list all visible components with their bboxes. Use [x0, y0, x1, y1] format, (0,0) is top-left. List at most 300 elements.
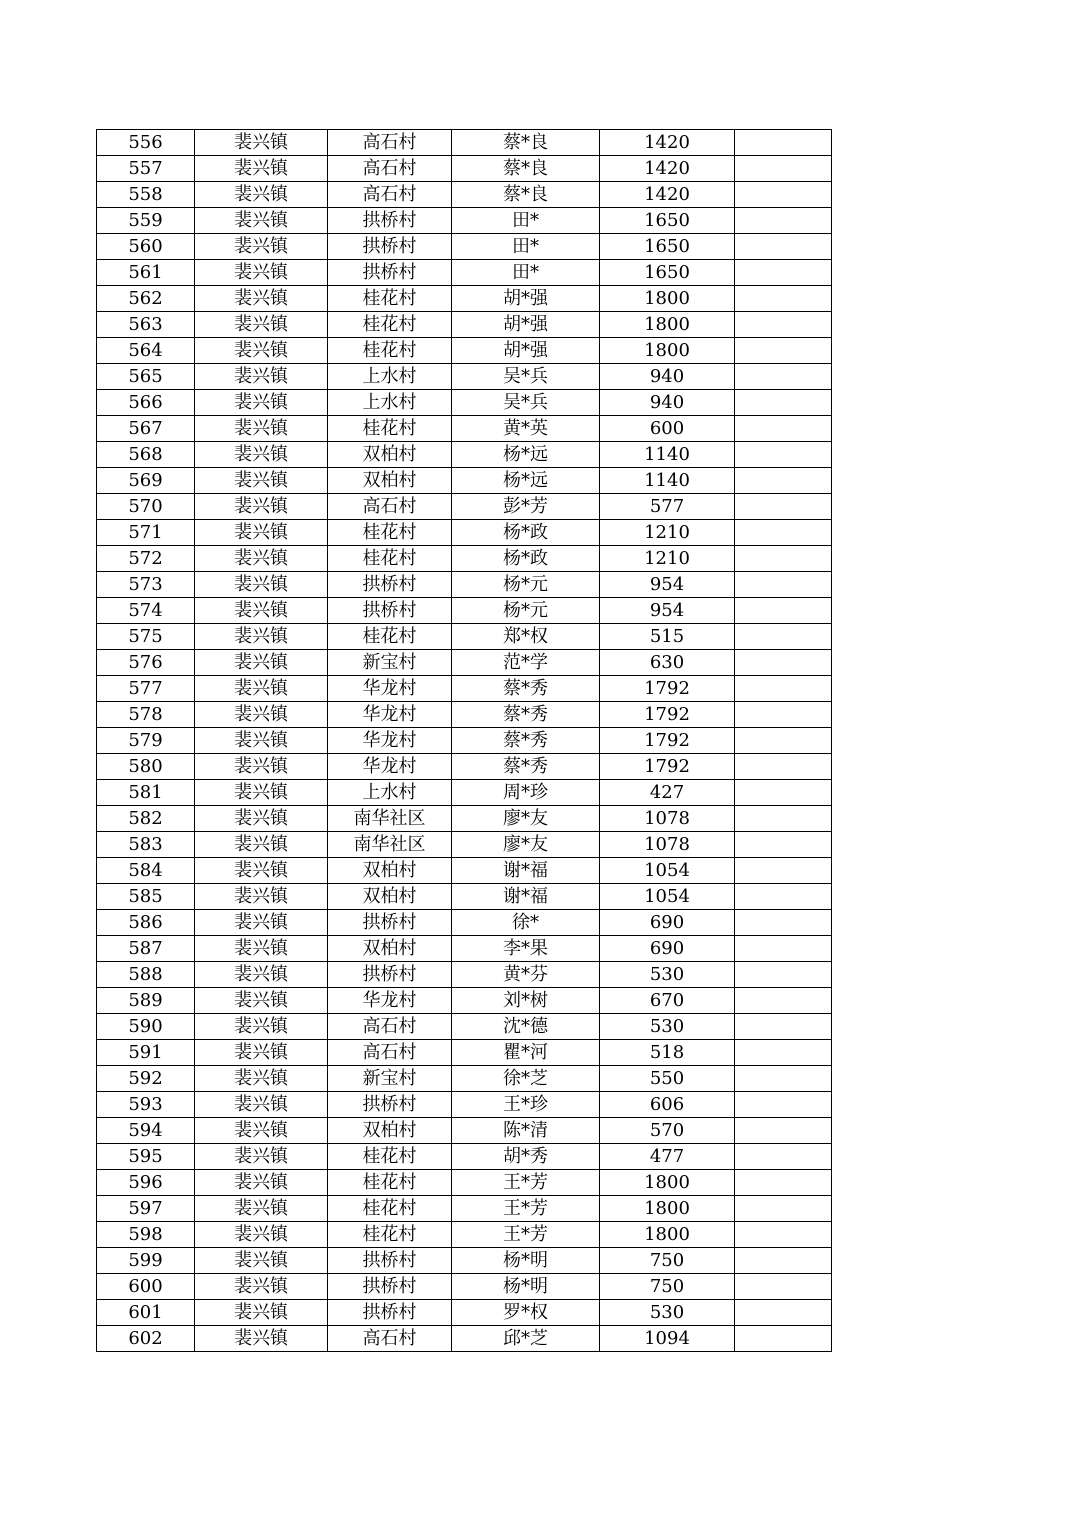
table-row	[97, 182, 832, 208]
cell-town: 裴兴镇	[195, 494, 328, 520]
cell-amount: 630	[600, 650, 735, 676]
cell-amount: 1094	[600, 1326, 735, 1352]
cell-village: 南华社区	[328, 806, 452, 832]
cell-town: 裴兴镇	[195, 988, 328, 1014]
cell-serial-number: 563	[97, 312, 195, 338]
cell-village: 拱桥村	[328, 910, 452, 936]
cell-name: 蔡*秀	[452, 754, 600, 780]
cell-name: 李*果	[452, 936, 600, 962]
cell-town: 裴兴镇	[195, 286, 328, 312]
cell-village: 拱桥村	[328, 1300, 452, 1326]
table-row	[97, 1118, 832, 1144]
cell-amount: 1800	[600, 312, 735, 338]
cell-amount: 1140	[600, 468, 735, 494]
cell-town: 裴兴镇	[195, 1248, 328, 1274]
cell-name: 王*芳	[452, 1196, 600, 1222]
cell-note	[735, 338, 832, 364]
cell-serial-number: 583	[97, 832, 195, 858]
cell-note	[735, 1170, 832, 1196]
cell-note	[735, 1326, 832, 1352]
table-row	[97, 624, 832, 650]
cell-town: 裴兴镇	[195, 1066, 328, 1092]
cell-amount: 1800	[600, 1196, 735, 1222]
cell-town: 裴兴镇	[195, 728, 328, 754]
cell-note	[735, 286, 832, 312]
cell-name: 杨*元	[452, 572, 600, 598]
cell-name: 罗*权	[452, 1300, 600, 1326]
cell-town: 裴兴镇	[195, 676, 328, 702]
cell-note	[735, 234, 832, 260]
cell-town: 裴兴镇	[195, 910, 328, 936]
cell-note	[735, 598, 832, 624]
cell-amount: 1800	[600, 1170, 735, 1196]
table-row	[97, 1300, 832, 1326]
cell-amount: 606	[600, 1092, 735, 1118]
cell-name: 吴*兵	[452, 364, 600, 390]
table-row	[97, 936, 832, 962]
cell-village: 双柏村	[328, 468, 452, 494]
cell-amount: 515	[600, 624, 735, 650]
cell-amount: 670	[600, 988, 735, 1014]
cell-town: 裴兴镇	[195, 546, 328, 572]
cell-village: 桂花村	[328, 546, 452, 572]
table-body	[97, 130, 832, 1352]
cell-serial-number: 598	[97, 1222, 195, 1248]
table-row	[97, 312, 832, 338]
cell-village: 高石村	[328, 182, 452, 208]
cell-note	[735, 520, 832, 546]
cell-village: 新宝村	[328, 1066, 452, 1092]
cell-town: 裴兴镇	[195, 182, 328, 208]
table-row	[97, 754, 832, 780]
cell-amount: 577	[600, 494, 735, 520]
cell-name: 蔡*良	[452, 182, 600, 208]
cell-village: 双柏村	[328, 442, 452, 468]
cell-village: 桂花村	[328, 1196, 452, 1222]
cell-serial-number: 597	[97, 1196, 195, 1222]
cell-village: 桂花村	[328, 312, 452, 338]
cell-village: 华龙村	[328, 676, 452, 702]
cell-serial-number: 588	[97, 962, 195, 988]
cell-town: 裴兴镇	[195, 832, 328, 858]
cell-note	[735, 780, 832, 806]
cell-village: 华龙村	[328, 754, 452, 780]
table-row	[97, 884, 832, 910]
cell-town: 裴兴镇	[195, 1118, 328, 1144]
cell-amount: 1210	[600, 546, 735, 572]
table-row	[97, 416, 832, 442]
cell-village: 拱桥村	[328, 1274, 452, 1300]
cell-note	[735, 728, 832, 754]
cell-serial-number: 591	[97, 1040, 195, 1066]
cell-name: 刘*树	[452, 988, 600, 1014]
cell-note	[735, 572, 832, 598]
table-row	[97, 1326, 832, 1352]
cell-note	[735, 936, 832, 962]
cell-village: 高石村	[328, 494, 452, 520]
cell-amount: 954	[600, 572, 735, 598]
cell-note	[735, 832, 832, 858]
cell-name: 蔡*秀	[452, 702, 600, 728]
cell-amount: 1078	[600, 806, 735, 832]
cell-serial-number: 580	[97, 754, 195, 780]
cell-name: 廖*友	[452, 832, 600, 858]
cell-town: 裴兴镇	[195, 858, 328, 884]
cell-name: 杨*政	[452, 520, 600, 546]
cell-note	[735, 884, 832, 910]
cell-name: 蔡*秀	[452, 676, 600, 702]
cell-town: 裴兴镇	[195, 442, 328, 468]
data-table	[96, 129, 832, 1352]
cell-note	[735, 156, 832, 182]
table-row	[97, 780, 832, 806]
cell-note	[735, 1066, 832, 1092]
cell-name: 黄*英	[452, 416, 600, 442]
cell-amount: 550	[600, 1066, 735, 1092]
cell-amount: 1800	[600, 1222, 735, 1248]
cell-serial-number: 560	[97, 234, 195, 260]
cell-amount: 1054	[600, 858, 735, 884]
table-row	[97, 1066, 832, 1092]
cell-name: 胡*秀	[452, 1144, 600, 1170]
cell-note	[735, 208, 832, 234]
cell-serial-number: 573	[97, 572, 195, 598]
cell-village: 桂花村	[328, 1144, 452, 1170]
cell-name: 王*芳	[452, 1170, 600, 1196]
cell-amount: 518	[600, 1040, 735, 1066]
table-row	[97, 1196, 832, 1222]
cell-note	[735, 754, 832, 780]
cell-town: 裴兴镇	[195, 1144, 328, 1170]
cell-note	[735, 390, 832, 416]
cell-note	[735, 182, 832, 208]
cell-town: 裴兴镇	[195, 208, 328, 234]
cell-amount: 750	[600, 1274, 735, 1300]
cell-village: 桂花村	[328, 1222, 452, 1248]
table-row	[97, 1144, 832, 1170]
cell-name: 黄*芬	[452, 962, 600, 988]
cell-village: 双柏村	[328, 1118, 452, 1144]
cell-village: 拱桥村	[328, 572, 452, 598]
table-row	[97, 806, 832, 832]
cell-town: 裴兴镇	[195, 624, 328, 650]
cell-note	[735, 1222, 832, 1248]
table-row	[97, 988, 832, 1014]
cell-town: 裴兴镇	[195, 1300, 328, 1326]
cell-note	[735, 910, 832, 936]
cell-note	[735, 260, 832, 286]
cell-town: 裴兴镇	[195, 598, 328, 624]
cell-note	[735, 468, 832, 494]
cell-serial-number: 592	[97, 1066, 195, 1092]
cell-note	[735, 1014, 832, 1040]
cell-note	[735, 1274, 832, 1300]
cell-village: 桂花村	[328, 1170, 452, 1196]
cell-town: 裴兴镇	[195, 312, 328, 338]
cell-name: 陈*清	[452, 1118, 600, 1144]
cell-town: 裴兴镇	[195, 130, 328, 156]
cell-note	[735, 1118, 832, 1144]
table-row	[97, 208, 832, 234]
cell-town: 裴兴镇	[195, 780, 328, 806]
cell-note	[735, 858, 832, 884]
cell-note	[735, 1196, 832, 1222]
cell-village: 华龙村	[328, 728, 452, 754]
cell-name: 田*	[452, 208, 600, 234]
table-row	[97, 1222, 832, 1248]
table-row	[97, 520, 832, 546]
table-row	[97, 468, 832, 494]
table-row	[97, 1170, 832, 1196]
cell-name: 田*	[452, 234, 600, 260]
cell-amount: 1650	[600, 208, 735, 234]
cell-village: 南华社区	[328, 832, 452, 858]
cell-amount: 570	[600, 1118, 735, 1144]
cell-village: 拱桥村	[328, 1248, 452, 1274]
cell-amount: 600	[600, 416, 735, 442]
cell-name: 胡*强	[452, 312, 600, 338]
cell-town: 裴兴镇	[195, 1014, 328, 1040]
cell-town: 裴兴镇	[195, 234, 328, 260]
cell-amount: 530	[600, 1300, 735, 1326]
cell-name: 彭*芳	[452, 494, 600, 520]
cell-note	[735, 130, 832, 156]
cell-town: 裴兴镇	[195, 390, 328, 416]
cell-village: 双柏村	[328, 884, 452, 910]
table-row	[97, 910, 832, 936]
cell-town: 裴兴镇	[195, 1170, 328, 1196]
cell-note	[735, 1144, 832, 1170]
table-row	[97, 546, 832, 572]
cell-serial-number: 562	[97, 286, 195, 312]
cell-name: 谢*福	[452, 858, 600, 884]
cell-village: 高石村	[328, 156, 452, 182]
table-row	[97, 962, 832, 988]
cell-serial-number: 581	[97, 780, 195, 806]
cell-village: 高石村	[328, 130, 452, 156]
cell-town: 裴兴镇	[195, 1092, 328, 1118]
table-row	[97, 260, 832, 286]
cell-note	[735, 312, 832, 338]
cell-town: 裴兴镇	[195, 884, 328, 910]
cell-note	[735, 988, 832, 1014]
cell-serial-number: 590	[97, 1014, 195, 1040]
cell-amount: 690	[600, 910, 735, 936]
cell-village: 桂花村	[328, 338, 452, 364]
cell-village: 拱桥村	[328, 962, 452, 988]
cell-amount: 477	[600, 1144, 735, 1170]
cell-town: 裴兴镇	[195, 260, 328, 286]
cell-serial-number: 565	[97, 364, 195, 390]
cell-serial-number: 602	[97, 1326, 195, 1352]
cell-amount: 1792	[600, 702, 735, 728]
cell-village: 上水村	[328, 780, 452, 806]
cell-serial-number: 556	[97, 130, 195, 156]
cell-serial-number: 584	[97, 858, 195, 884]
table-row	[97, 1274, 832, 1300]
table-row	[97, 390, 832, 416]
cell-name: 蔡*良	[452, 130, 600, 156]
cell-town: 裴兴镇	[195, 520, 328, 546]
cell-village: 拱桥村	[328, 208, 452, 234]
cell-serial-number: 568	[97, 442, 195, 468]
cell-amount: 1800	[600, 286, 735, 312]
cell-name: 邱*芝	[452, 1326, 600, 1352]
cell-name: 王*芳	[452, 1222, 600, 1248]
cell-village: 桂花村	[328, 416, 452, 442]
cell-name: 杨*元	[452, 598, 600, 624]
cell-village: 双柏村	[328, 858, 452, 884]
cell-amount: 1420	[600, 156, 735, 182]
cell-name: 杨*远	[452, 468, 600, 494]
cell-amount: 1420	[600, 182, 735, 208]
cell-amount: 690	[600, 936, 735, 962]
cell-amount: 1792	[600, 728, 735, 754]
cell-town: 裴兴镇	[195, 1274, 328, 1300]
cell-name: 胡*强	[452, 338, 600, 364]
cell-serial-number: 576	[97, 650, 195, 676]
cell-amount: 530	[600, 1014, 735, 1040]
cell-note	[735, 962, 832, 988]
cell-amount: 530	[600, 962, 735, 988]
cell-name: 杨*明	[452, 1274, 600, 1300]
cell-serial-number: 601	[97, 1300, 195, 1326]
cell-town: 裴兴镇	[195, 1196, 328, 1222]
table-row	[97, 494, 832, 520]
cell-name: 沈*德	[452, 1014, 600, 1040]
cell-serial-number: 564	[97, 338, 195, 364]
cell-town: 裴兴镇	[195, 156, 328, 182]
cell-amount: 940	[600, 364, 735, 390]
cell-note	[735, 364, 832, 390]
cell-note	[735, 624, 832, 650]
cell-note	[735, 546, 832, 572]
cell-village: 桂花村	[328, 520, 452, 546]
cell-name: 蔡*良	[452, 156, 600, 182]
cell-serial-number: 566	[97, 390, 195, 416]
cell-town: 裴兴镇	[195, 754, 328, 780]
cell-note	[735, 676, 832, 702]
cell-town: 裴兴镇	[195, 1326, 328, 1352]
cell-serial-number: 589	[97, 988, 195, 1014]
cell-town: 裴兴镇	[195, 468, 328, 494]
cell-town: 裴兴镇	[195, 1222, 328, 1248]
cell-serial-number: 558	[97, 182, 195, 208]
cell-village: 高石村	[328, 1040, 452, 1066]
table-row	[97, 598, 832, 624]
cell-village: 华龙村	[328, 988, 452, 1014]
cell-serial-number: 586	[97, 910, 195, 936]
cell-amount: 1792	[600, 676, 735, 702]
cell-note	[735, 494, 832, 520]
cell-serial-number: 570	[97, 494, 195, 520]
cell-serial-number: 574	[97, 598, 195, 624]
table-row	[97, 1092, 832, 1118]
cell-name: 周*珍	[452, 780, 600, 806]
cell-serial-number: 587	[97, 936, 195, 962]
cell-name: 蔡*秀	[452, 728, 600, 754]
cell-town: 裴兴镇	[195, 572, 328, 598]
cell-note	[735, 1092, 832, 1118]
cell-serial-number: 596	[97, 1170, 195, 1196]
cell-village: 新宝村	[328, 650, 452, 676]
cell-note	[735, 806, 832, 832]
table-row	[97, 1014, 832, 1040]
cell-note	[735, 1300, 832, 1326]
cell-name: 吴*兵	[452, 390, 600, 416]
cell-name: 杨*远	[452, 442, 600, 468]
cell-amount: 940	[600, 390, 735, 416]
cell-town: 裴兴镇	[195, 806, 328, 832]
table-row	[97, 650, 832, 676]
cell-amount: 1420	[600, 130, 735, 156]
cell-name: 徐*芝	[452, 1066, 600, 1092]
cell-name: 杨*政	[452, 546, 600, 572]
cell-amount: 750	[600, 1248, 735, 1274]
cell-amount: 1800	[600, 338, 735, 364]
cell-serial-number: 577	[97, 676, 195, 702]
cell-name: 郑*权	[452, 624, 600, 650]
cell-serial-number: 569	[97, 468, 195, 494]
cell-note	[735, 1248, 832, 1274]
cell-amount: 1650	[600, 234, 735, 260]
cell-name: 胡*强	[452, 286, 600, 312]
cell-note	[735, 416, 832, 442]
cell-amount: 427	[600, 780, 735, 806]
cell-note	[735, 702, 832, 728]
cell-amount: 954	[600, 598, 735, 624]
cell-name: 王*珍	[452, 1092, 600, 1118]
table-row	[97, 832, 832, 858]
table-row	[97, 286, 832, 312]
cell-village: 高石村	[328, 1326, 452, 1352]
table-row	[97, 572, 832, 598]
cell-amount: 1054	[600, 884, 735, 910]
cell-name: 瞿*河	[452, 1040, 600, 1066]
cell-amount: 1792	[600, 754, 735, 780]
cell-town: 裴兴镇	[195, 936, 328, 962]
cell-village: 华龙村	[328, 702, 452, 728]
cell-town: 裴兴镇	[195, 650, 328, 676]
cell-amount: 1650	[600, 260, 735, 286]
cell-village: 高石村	[328, 1014, 452, 1040]
cell-town: 裴兴镇	[195, 338, 328, 364]
cell-serial-number: 575	[97, 624, 195, 650]
cell-village: 桂花村	[328, 286, 452, 312]
cell-town: 裴兴镇	[195, 364, 328, 390]
cell-amount: 1078	[600, 832, 735, 858]
cell-village: 桂花村	[328, 624, 452, 650]
cell-name: 徐*	[452, 910, 600, 936]
cell-serial-number: 599	[97, 1248, 195, 1274]
cell-name: 杨*明	[452, 1248, 600, 1274]
table-row	[97, 156, 832, 182]
cell-name: 廖*友	[452, 806, 600, 832]
table-row	[97, 234, 832, 260]
cell-town: 裴兴镇	[195, 1040, 328, 1066]
cell-village: 双柏村	[328, 936, 452, 962]
table-row	[97, 728, 832, 754]
cell-name: 谢*福	[452, 884, 600, 910]
table-row	[97, 364, 832, 390]
cell-amount: 1210	[600, 520, 735, 546]
cell-serial-number: 557	[97, 156, 195, 182]
cell-village: 拱桥村	[328, 1092, 452, 1118]
cell-note	[735, 442, 832, 468]
cell-village: 拱桥村	[328, 260, 452, 286]
cell-serial-number: 559	[97, 208, 195, 234]
cell-town: 裴兴镇	[195, 702, 328, 728]
